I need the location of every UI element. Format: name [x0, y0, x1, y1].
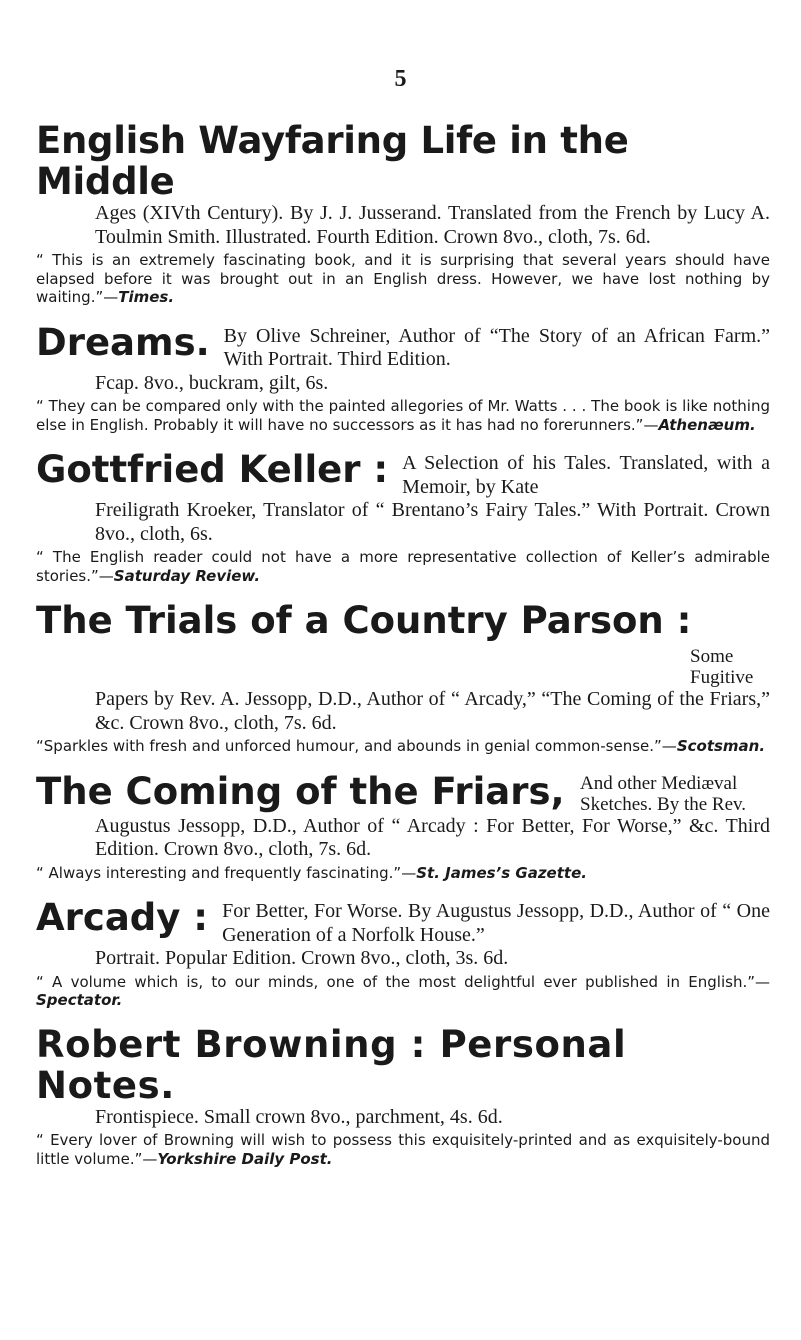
page-number: 5 [394, 66, 407, 92]
quote-source: St. James’s Gazette. [416, 863, 587, 882]
entry-description: Augustus Jessopp, D.D., Author of “ Arcady : For Better, For Worse,” &c. Third Edition. Crown 8vo., cloth, 7s. 6d. [95, 814, 770, 860]
entry-description: Freiligrath Kroeker, Translator of “ Brentano’s Fairy Tales.” With Portrait. Crown 8vo., cloth, 6s. [95, 499, 770, 545]
review-quote [36, 251, 770, 307]
review-quote [36, 397, 770, 434]
entry-title: The Trials of a Country Parson : [36, 599, 692, 642]
entry-side-note: And other Mediæval Sketches. By the Rev. [580, 772, 747, 815]
quote-text: “Sparkles with fresh and unforced humour, and abounds in genial common-sense.”— [36, 737, 677, 755]
catalogue-entry [36, 120, 770, 307]
quote-source: Spectator. [36, 991, 123, 1009]
entry-description: Ages (XIVth Century). By J. J. Jusserand. Translated from the French by Lucy A. Toulmin Smith. Illustrated. Fourth Edition. Crown 8vo., cloth, 7s. 6d. [95, 202, 770, 248]
quote-text: “ A volume which is, to our minds, one of the most delightful ever published in English.”— [36, 972, 770, 991]
entry-description: Frontispiece. Small crown 8vo., parchment, 4s. 6d. [95, 1105, 503, 1128]
entry-lead: For Better, For Worse. By Augustus Jessopp, D.D., Author of “ One Generation of a Norfolk House.” [222, 900, 770, 946]
entry-lead: By Olive Schreiner, Author of “The Story of an African Farm.” With Portrait. Third Edition. [223, 324, 770, 370]
quote-source: Athenæum. [658, 415, 756, 434]
catalogue-entry [36, 1024, 770, 1169]
catalogue-column [36, 120, 770, 1182]
review-quote [36, 737, 770, 756]
entry-title: Gottfried Keller : [36, 448, 389, 491]
review-quote [36, 548, 770, 585]
quote-text: “ The English reader could not have a more representative collection of Keller’s admirable stories.”— [36, 548, 770, 585]
quote-text: “ They can be compared only with the painted allegories of Mr. Watts . . . The book is like nothing else in English. Probably it will have no successors as it has had no forerunners.”— [36, 397, 770, 434]
entry-title: Dreams. [36, 320, 210, 364]
entry-title: Robert Browning : Personal Notes. [36, 1022, 627, 1107]
quote-text: “ This is an extremely fascinating book, and it is surprising that several years should have elapsed before it was brought out in an English dress. However, we have lost nothing by waiting.”— [36, 251, 770, 306]
catalogue-entry [36, 599, 770, 756]
entry-title: The Coming of the Friars, [36, 769, 565, 813]
entry-lead: A Selection of his Tales. Translated, with a Memoir, by Kate [402, 452, 770, 498]
entry-description: Portrait. Popular Edition. Crown 8vo., cloth, 3s. 6d. [95, 947, 509, 969]
review-quote [36, 1131, 770, 1168]
catalogue-entry [36, 770, 770, 883]
review-quote [36, 973, 770, 1010]
entry-title: English Wayfaring Life in the Middle [36, 119, 629, 203]
review-quote [36, 864, 770, 883]
quote-source: Saturday Review. [113, 566, 261, 585]
quote-source: Scotsman. [676, 737, 766, 755]
quote-text: “ Always interesting and frequently fascinating.”— [36, 863, 417, 882]
catalogue-entry [36, 448, 770, 585]
entry-title: Arcady : [36, 896, 209, 939]
quote-text: “ Every lover of Browning will wish to possess this exquisitely-printed and as exquisitely-bound little volume.”— [36, 1131, 770, 1168]
entry-side-note: Some Fugitive [690, 646, 754, 688]
quote-source: Yorkshire Daily Post. [157, 1149, 333, 1168]
entry-description: Papers by Rev. A. Jessopp, D.D., Author of “ Arcady,” “The Coming of the Friars,” &c. Crown 8vo., cloth, 7s. 6d. [95, 688, 770, 734]
entry-description: Fcap. 8vo., buckram, gilt, 6s. [95, 371, 329, 394]
catalogue-entry [36, 321, 770, 435]
catalogue-entry [36, 896, 770, 1010]
quote-source: Times. [118, 288, 175, 306]
